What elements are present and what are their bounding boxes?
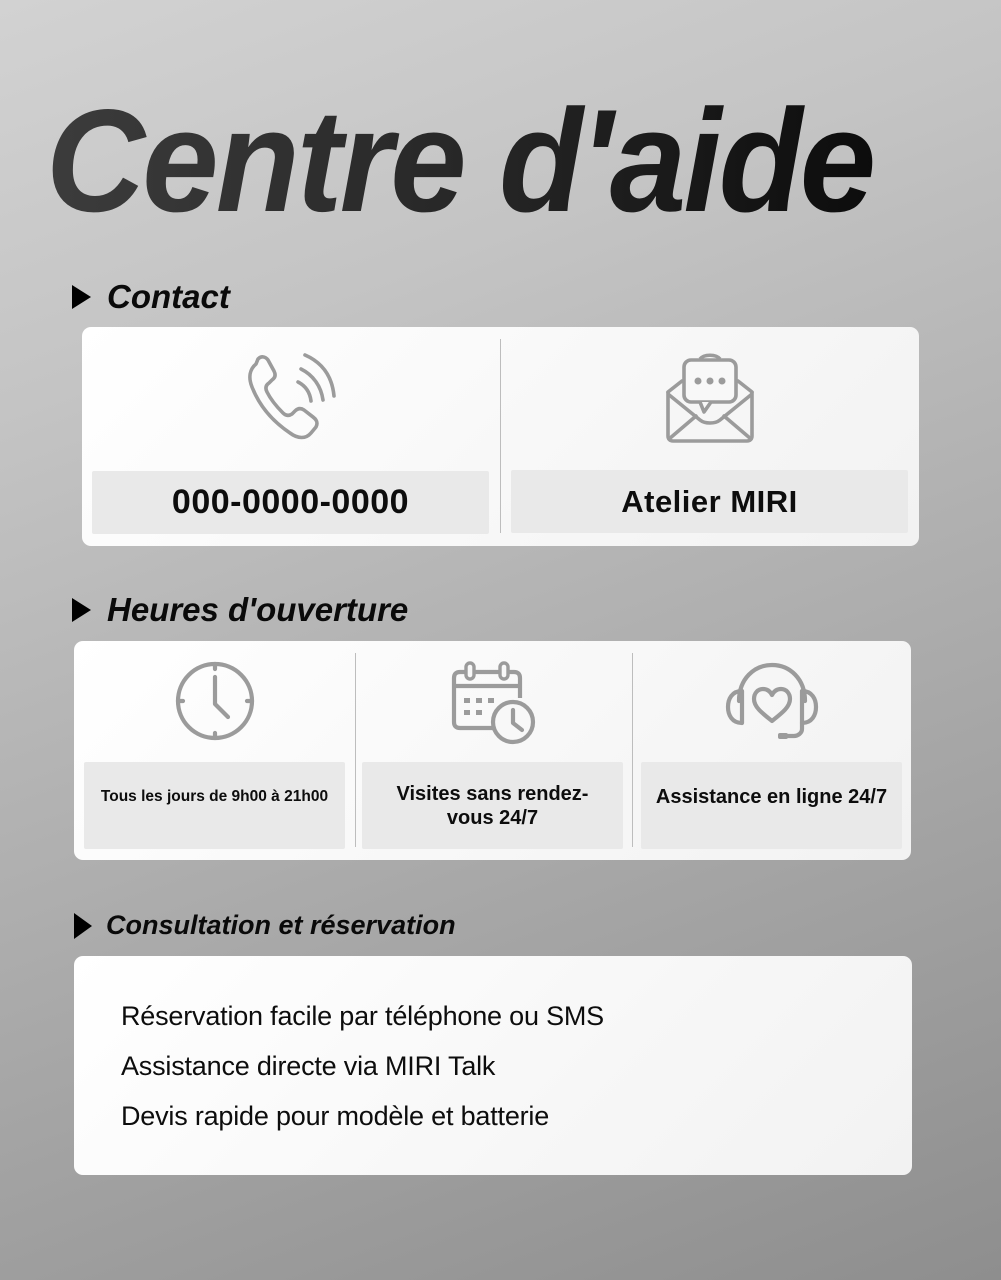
section-heading-contact (72, 278, 230, 316)
phone-number: 000-0000-0000 (92, 471, 489, 534)
headset-heart-icon (724, 661, 820, 741)
hours-card (74, 641, 911, 860)
contact-name: Atelier MIRI (511, 470, 908, 533)
consultation-card (74, 956, 912, 1175)
triangle-bullet-icon (74, 913, 92, 939)
page-title: Centre d'aide (46, 88, 911, 234)
hours-label-walkin: Visites sans rendez-vous 24/7 (362, 762, 623, 849)
phone-call-icon (246, 351, 336, 443)
consultation-list (121, 998, 604, 1148)
hours-label-online: Assistance en ligne 24/7 (641, 762, 902, 849)
calendar-clock-icon (450, 660, 538, 748)
envelope-chat-icon (664, 352, 756, 444)
triangle-bullet-icon (72, 598, 91, 622)
section-heading-label: Consultation et réservation (106, 910, 456, 940)
section-heading-hours (72, 591, 408, 629)
consultation-item-quote: Devis rapide pour modèle et batterie (121, 1101, 550, 1131)
clock-icon (174, 660, 256, 742)
contact-item-email[interactable] (501, 327, 919, 546)
consultation-item-booking: Réservation facile par téléphone ou SMS (121, 1001, 604, 1031)
contact-card (82, 327, 919, 546)
hours-label-daily: Tous les jours de 9h00 à 21h00 (84, 762, 345, 849)
hours-item-walkin (356, 641, 632, 860)
contact-item-phone[interactable] (82, 327, 500, 546)
triangle-bullet-icon (72, 285, 91, 309)
section-heading-label: Contact (107, 278, 230, 315)
hours-item-online[interactable] (633, 641, 911, 860)
section-heading-consultation (74, 910, 456, 941)
consultation-item-miri-talk: Assistance directe via MIRI Talk (121, 1051, 496, 1081)
hours-item-daily (74, 641, 355, 860)
section-heading-label: Heures d'ouverture (107, 591, 409, 628)
